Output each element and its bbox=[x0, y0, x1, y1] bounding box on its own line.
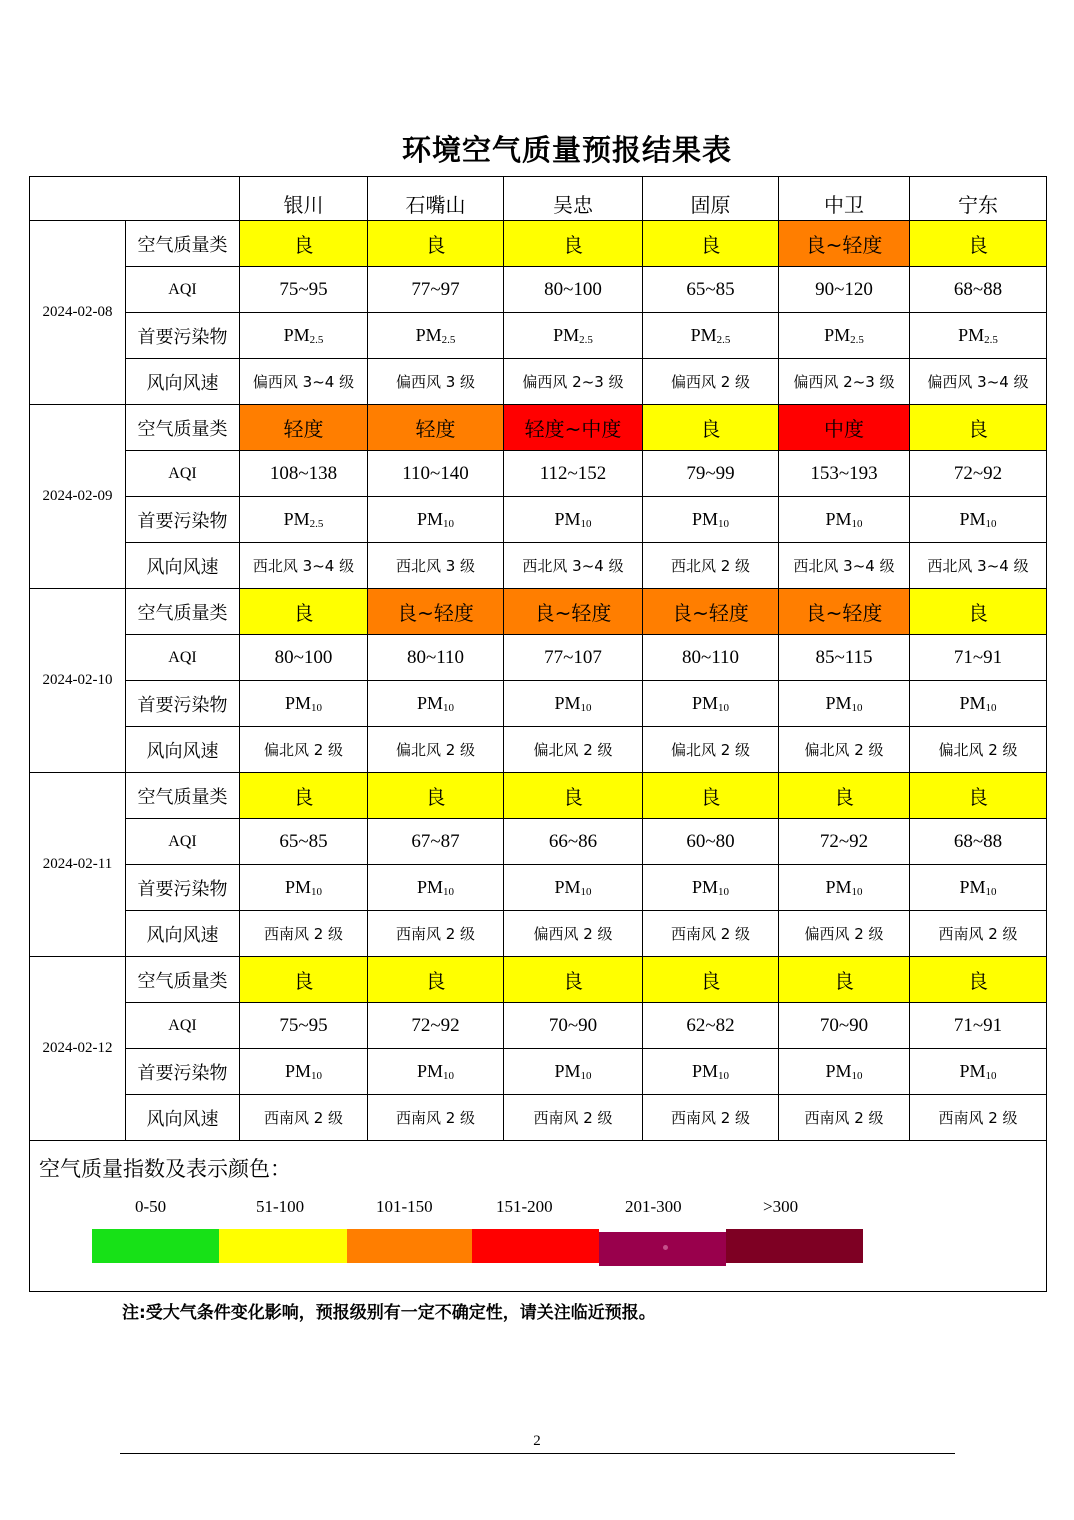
wind-cell: 偏西风 2~3 级 bbox=[779, 359, 910, 405]
pollutant-cell bbox=[240, 1049, 368, 1095]
pollutant-sub: 10 bbox=[851, 1070, 863, 1082]
row-label-aqi: AQI bbox=[126, 451, 240, 497]
quality-cell: 良 bbox=[910, 589, 1047, 635]
pollutant-cell bbox=[368, 497, 504, 543]
aqi-cell: 71~91 bbox=[910, 635, 1047, 681]
quality-cell: 良 bbox=[779, 773, 910, 819]
pollutant-cell bbox=[643, 497, 779, 543]
aqi-cell: 72~92 bbox=[368, 1003, 504, 1049]
page-number: 2 bbox=[533, 1433, 541, 1449]
pollutant-cell bbox=[240, 865, 368, 911]
row-label-aqi: AQI bbox=[126, 819, 240, 865]
pollutant-cell bbox=[643, 681, 779, 727]
row-label-quality: 空气质量类 bbox=[126, 957, 240, 1003]
row-wind bbox=[30, 1095, 1047, 1141]
wind-cell: 西南风 2 级 bbox=[240, 1095, 368, 1141]
row-label-pollutant: 首要污染物 bbox=[126, 865, 240, 911]
header-row bbox=[30, 177, 1047, 221]
legend-color-swatch bbox=[472, 1229, 599, 1263]
pollutant-base: PM bbox=[958, 325, 985, 345]
wind-cell: 偏北风 2 级 bbox=[779, 727, 910, 773]
aqi-cell: 77~107 bbox=[504, 635, 643, 681]
pollutant-sub: 10 bbox=[311, 1070, 322, 1082]
quality-cell: 良 bbox=[643, 773, 779, 819]
row-aqi bbox=[30, 635, 1047, 681]
pollutant-sub: 10 bbox=[718, 886, 729, 898]
quality-cell: 良 bbox=[643, 221, 779, 267]
pollutant-sub: 2.5 bbox=[716, 334, 731, 346]
quality-cell: 良 bbox=[368, 957, 504, 1003]
quality-cell: 轻度 bbox=[240, 405, 368, 451]
pollutant-base: PM bbox=[691, 509, 718, 529]
pollutant-base: PM bbox=[284, 693, 311, 713]
pollutant-base: PM bbox=[691, 877, 718, 897]
pollutant-cell bbox=[240, 497, 368, 543]
legend-range-label: 51-100 bbox=[256, 1197, 305, 1216]
pollutant-base: PM bbox=[824, 325, 851, 345]
row-quality bbox=[30, 773, 1047, 819]
pollutant-base: PM bbox=[416, 1061, 443, 1081]
row-label-aqi: AQI bbox=[126, 267, 240, 313]
city-header: 石嘴山 bbox=[368, 177, 504, 221]
swatch-dot bbox=[663, 1245, 668, 1250]
quality-cell: 良 bbox=[240, 957, 368, 1003]
pollutant-base: PM bbox=[691, 1061, 718, 1081]
city-header: 吴忠 bbox=[504, 177, 643, 221]
aqi-cell: 108~138 bbox=[240, 451, 368, 497]
row-label-pollutant: 首要污染物 bbox=[126, 681, 240, 727]
row-label-pollutant: 首要污染物 bbox=[126, 313, 240, 359]
aqi-color-legend bbox=[30, 1141, 1047, 1292]
pollutant-cell bbox=[240, 313, 368, 359]
pollutant-base: PM bbox=[690, 325, 717, 345]
city-header: 固原 bbox=[643, 177, 779, 221]
row-label-aqi: AQI bbox=[126, 1003, 240, 1049]
aqi-cell: 112~152 bbox=[504, 451, 643, 497]
aqi-cell: 72~92 bbox=[779, 819, 910, 865]
quality-cell: 良~轻度 bbox=[779, 221, 910, 267]
pollutant-base: PM bbox=[554, 1061, 581, 1081]
wind-cell: 西南风 2 级 bbox=[910, 1095, 1047, 1141]
quality-cell: 良 bbox=[910, 405, 1047, 451]
legend-range-label: >300 bbox=[763, 1197, 799, 1216]
row-label-quality: 空气质量类 bbox=[126, 221, 240, 267]
disclaimer-note: 注:受大气条件变化影响，预报级别有一定不确定性，请关注临近预报。 bbox=[122, 1303, 656, 1323]
quality-cell: 良 bbox=[504, 957, 643, 1003]
pollutant-sub: 10 bbox=[851, 518, 863, 530]
row-pollutant bbox=[30, 681, 1047, 727]
wind-cell: 西南风 2 级 bbox=[910, 911, 1047, 957]
aqi-cell: 65~85 bbox=[240, 819, 368, 865]
date-cell: 2024-02-10 bbox=[30, 589, 126, 773]
pollutant-sub: 10 bbox=[311, 886, 322, 898]
wind-cell: 西北风 3~4 级 bbox=[779, 543, 910, 589]
pollutant-base: PM bbox=[416, 877, 443, 897]
pollutant-sub: 10 bbox=[985, 702, 997, 714]
pollutant-sub: 10 bbox=[311, 702, 322, 714]
legend-row bbox=[30, 1141, 1047, 1292]
row-pollutant bbox=[30, 313, 1047, 359]
pollutant-cell bbox=[504, 681, 643, 727]
wind-cell: 偏北风 2 级 bbox=[910, 727, 1047, 773]
pollutant-sub: 10 bbox=[851, 702, 863, 714]
pollutant-sub: 2.5 bbox=[441, 334, 456, 346]
pollutant-cell bbox=[368, 865, 504, 911]
city-header: 宁东 bbox=[910, 177, 1047, 221]
aqi-cell: 80~100 bbox=[240, 635, 368, 681]
aqi-cell: 62~82 bbox=[643, 1003, 779, 1049]
quality-cell: 轻度 bbox=[368, 405, 504, 451]
aqi-cell: 70~90 bbox=[779, 1003, 910, 1049]
pollutant-cell bbox=[779, 1049, 910, 1095]
aqi-cell: 71~91 bbox=[910, 1003, 1047, 1049]
aqi-cell: 66~86 bbox=[504, 819, 643, 865]
date-cell: 2024-02-11 bbox=[30, 773, 126, 957]
row-pollutant bbox=[30, 865, 1047, 911]
row-label-wind: 风向风速 bbox=[126, 911, 240, 957]
pollutant-cell bbox=[504, 497, 643, 543]
quality-cell: 良 bbox=[910, 957, 1047, 1003]
pollutant-base: PM bbox=[825, 877, 852, 897]
quality-cell: 良 bbox=[779, 957, 910, 1003]
forecast-table bbox=[29, 176, 1047, 1292]
row-label-wind: 风向风速 bbox=[126, 1095, 240, 1141]
date-cell: 2024-02-12 bbox=[30, 957, 126, 1141]
page-title: 环境空气质量预报结果表 bbox=[401, 133, 732, 167]
wind-cell: 西南风 2 级 bbox=[779, 1095, 910, 1141]
quality-cell: 良~轻度 bbox=[643, 589, 779, 635]
quality-cell: 良~轻度 bbox=[368, 589, 504, 635]
wind-cell: 偏北风 2 级 bbox=[368, 727, 504, 773]
pollutant-base: PM bbox=[825, 509, 852, 529]
pollutant-base: PM bbox=[283, 325, 310, 345]
row-wind bbox=[30, 911, 1047, 957]
pollutant-sub: 2.5 bbox=[309, 518, 324, 530]
pollutant-base: PM bbox=[959, 509, 986, 529]
quality-cell: 良~轻度 bbox=[779, 589, 910, 635]
wind-cell: 西北风 3 级 bbox=[368, 543, 504, 589]
quality-cell: 良~轻度 bbox=[504, 589, 643, 635]
city-header: 中卫 bbox=[779, 177, 910, 221]
aqi-cell: 85~115 bbox=[779, 635, 910, 681]
pollutant-sub: 2.5 bbox=[309, 334, 324, 346]
row-label-quality: 空气质量类 bbox=[126, 773, 240, 819]
pollutant-sub: 10 bbox=[718, 518, 729, 530]
pollutant-base: PM bbox=[959, 1061, 986, 1081]
row-pollutant bbox=[30, 497, 1047, 543]
pollutant-cell bbox=[910, 313, 1047, 359]
quality-cell: 良 bbox=[504, 221, 643, 267]
pollutant-sub: 10 bbox=[718, 1070, 729, 1082]
wind-cell: 西南风 2 级 bbox=[240, 911, 368, 957]
pollutant-base: PM bbox=[691, 693, 718, 713]
pollutant-sub: 10 bbox=[985, 1070, 997, 1082]
pollutant-base: PM bbox=[959, 693, 986, 713]
footer-rule bbox=[120, 1453, 955, 1454]
row-wind bbox=[30, 543, 1047, 589]
row-quality bbox=[30, 405, 1047, 451]
pollutant-cell bbox=[368, 313, 504, 359]
pollutant-cell bbox=[643, 313, 779, 359]
quality-cell: 良 bbox=[240, 773, 368, 819]
pollutant-cell bbox=[779, 865, 910, 911]
quality-cell: 轻度~中度 bbox=[504, 405, 643, 451]
pollutant-cell bbox=[910, 865, 1047, 911]
wind-cell: 西南风 2 级 bbox=[368, 911, 504, 957]
pollutant-cell bbox=[643, 865, 779, 911]
row-quality bbox=[30, 589, 1047, 635]
wind-cell: 偏西风 3~4 级 bbox=[910, 359, 1047, 405]
pollutant-sub: 10 bbox=[443, 518, 454, 530]
row-label-quality: 空气质量类 bbox=[126, 589, 240, 635]
aqi-cell: 67~87 bbox=[368, 819, 504, 865]
pollutant-base: PM bbox=[415, 325, 442, 345]
quality-cell: 良 bbox=[504, 773, 643, 819]
pollutant-base: PM bbox=[825, 693, 852, 713]
legend-range-label: 201-300 bbox=[625, 1197, 682, 1216]
pollutant-sub: 10 bbox=[580, 702, 592, 714]
aqi-cell: 79~99 bbox=[643, 451, 779, 497]
row-pollutant bbox=[30, 1049, 1047, 1095]
pollutant-base: PM bbox=[416, 509, 443, 529]
quality-cell: 良 bbox=[910, 773, 1047, 819]
wind-cell: 偏北风 2 级 bbox=[643, 727, 779, 773]
aqi-cell: 77~97 bbox=[368, 267, 504, 313]
pollutant-sub: 10 bbox=[985, 518, 997, 530]
quality-cell: 良 bbox=[368, 221, 504, 267]
pollutant-sub: 10 bbox=[443, 1070, 454, 1082]
pollutant-sub: 10 bbox=[443, 886, 454, 898]
wind-cell: 偏西风 2~3 级 bbox=[504, 359, 643, 405]
wind-cell: 偏北风 2 级 bbox=[240, 727, 368, 773]
wind-cell: 偏西风 2 级 bbox=[643, 359, 779, 405]
pollutant-cell bbox=[910, 497, 1047, 543]
wind-cell: 偏西风 3~4 级 bbox=[240, 359, 368, 405]
wind-cell: 西北风 3~4 级 bbox=[910, 543, 1047, 589]
row-wind bbox=[30, 727, 1047, 773]
legend-range-label: 0-50 bbox=[135, 1197, 167, 1216]
row-aqi bbox=[30, 1003, 1047, 1049]
quality-cell: 良 bbox=[240, 221, 368, 267]
wind-cell: 偏西风 2 级 bbox=[779, 911, 910, 957]
wind-cell: 西南风 2 级 bbox=[643, 911, 779, 957]
legend-range-label: 151-200 bbox=[496, 1197, 553, 1216]
header-blank-cell bbox=[30, 177, 240, 221]
pollutant-cell bbox=[910, 1049, 1047, 1095]
quality-cell: 良 bbox=[910, 221, 1047, 267]
legend-color-swatch bbox=[599, 1232, 726, 1266]
pollutant-base: PM bbox=[283, 509, 310, 529]
legend-range-label: 101-150 bbox=[376, 1197, 433, 1216]
aqi-cell: 68~88 bbox=[910, 267, 1047, 313]
row-label-wind: 风向风速 bbox=[126, 727, 240, 773]
aqi-cell: 75~95 bbox=[240, 267, 368, 313]
aqi-cell: 75~95 bbox=[240, 1003, 368, 1049]
pollutant-cell bbox=[779, 497, 910, 543]
pollutant-base: PM bbox=[284, 1061, 311, 1081]
aqi-cell: 153~193 bbox=[779, 451, 910, 497]
row-label-pollutant: 首要污染物 bbox=[126, 497, 240, 543]
quality-cell: 中度 bbox=[779, 405, 910, 451]
pollutant-cell bbox=[368, 1049, 504, 1095]
pollutant-sub: 10 bbox=[443, 702, 454, 714]
legend-color-swatch bbox=[347, 1229, 472, 1263]
pollutant-base: PM bbox=[959, 877, 986, 897]
aqi-cell: 110~140 bbox=[368, 451, 504, 497]
row-label-wind: 风向风速 bbox=[126, 359, 240, 405]
legend-title: 空气质量指数及表示颜色： bbox=[39, 1157, 291, 1181]
aqi-cell: 70~90 bbox=[504, 1003, 643, 1049]
date-cell: 2024-02-09 bbox=[30, 405, 126, 589]
pollutant-base: PM bbox=[554, 693, 581, 713]
pollutant-cell bbox=[779, 681, 910, 727]
pollutant-cell bbox=[910, 681, 1047, 727]
row-label-quality: 空气质量类 bbox=[126, 405, 240, 451]
wind-cell: 偏北风 2 级 bbox=[504, 727, 643, 773]
quality-cell: 良 bbox=[643, 405, 779, 451]
wind-cell: 偏西风 2 级 bbox=[504, 911, 643, 957]
aqi-cell: 80~100 bbox=[504, 267, 643, 313]
pollutant-cell bbox=[779, 313, 910, 359]
quality-cell: 良 bbox=[240, 589, 368, 635]
pollutant-cell bbox=[643, 1049, 779, 1095]
pollutant-base: PM bbox=[554, 877, 581, 897]
wind-cell: 西北风 3~4 级 bbox=[504, 543, 643, 589]
pollutant-sub: 10 bbox=[985, 886, 997, 898]
quality-cell: 良 bbox=[368, 773, 504, 819]
wind-cell: 偏西风 3 级 bbox=[368, 359, 504, 405]
row-label-wind: 风向风速 bbox=[126, 543, 240, 589]
pollutant-sub: 2.5 bbox=[579, 334, 593, 346]
legend-color-swatch bbox=[219, 1229, 347, 1263]
aqi-cell: 80~110 bbox=[643, 635, 779, 681]
pollutant-cell bbox=[504, 865, 643, 911]
row-aqi bbox=[30, 267, 1047, 313]
aqi-cell: 60~80 bbox=[643, 819, 779, 865]
aqi-cell: 65~85 bbox=[643, 267, 779, 313]
pollutant-sub: 10 bbox=[580, 1070, 592, 1082]
row-quality bbox=[30, 957, 1047, 1003]
city-header: 银川 bbox=[240, 177, 368, 221]
row-label-aqi: AQI bbox=[126, 635, 240, 681]
row-label-pollutant: 首要污染物 bbox=[126, 1049, 240, 1095]
aqi-cell: 90~120 bbox=[779, 267, 910, 313]
pollutant-sub: 2.5 bbox=[850, 334, 864, 346]
aqi-cell: 68~88 bbox=[910, 819, 1047, 865]
pollutant-cell bbox=[504, 313, 643, 359]
aqi-cell: 80~110 bbox=[368, 635, 504, 681]
row-aqi bbox=[30, 451, 1047, 497]
pollutant-sub: 10 bbox=[718, 702, 729, 714]
pollutant-base: PM bbox=[416, 693, 443, 713]
wind-cell: 西南风 2 级 bbox=[504, 1095, 643, 1141]
pollutant-cell bbox=[504, 1049, 643, 1095]
legend-color-swatch bbox=[92, 1229, 219, 1263]
pollutant-cell bbox=[368, 681, 504, 727]
pollutant-cell bbox=[240, 681, 368, 727]
pollutant-base: PM bbox=[825, 1061, 852, 1081]
row-aqi bbox=[30, 819, 1047, 865]
legend-color-swatch bbox=[726, 1229, 863, 1263]
pollutant-sub: 2.5 bbox=[984, 334, 998, 346]
wind-cell: 西南风 2 级 bbox=[368, 1095, 504, 1141]
wind-cell: 西北风 2 级 bbox=[643, 543, 779, 589]
row-wind bbox=[30, 359, 1047, 405]
pollutant-base: PM bbox=[553, 325, 580, 345]
date-cell: 2024-02-08 bbox=[30, 221, 126, 405]
pollutant-sub: 10 bbox=[851, 886, 863, 898]
pollutant-base: PM bbox=[554, 509, 581, 529]
pollutant-sub: 10 bbox=[580, 886, 592, 898]
row-quality bbox=[30, 221, 1047, 267]
wind-cell: 西北风 3~4 级 bbox=[240, 543, 368, 589]
aqi-cell: 72~92 bbox=[910, 451, 1047, 497]
quality-cell: 良 bbox=[643, 957, 779, 1003]
wind-cell: 西南风 2 级 bbox=[643, 1095, 779, 1141]
pollutant-base: PM bbox=[284, 877, 311, 897]
pollutant-sub: 10 bbox=[580, 518, 592, 530]
